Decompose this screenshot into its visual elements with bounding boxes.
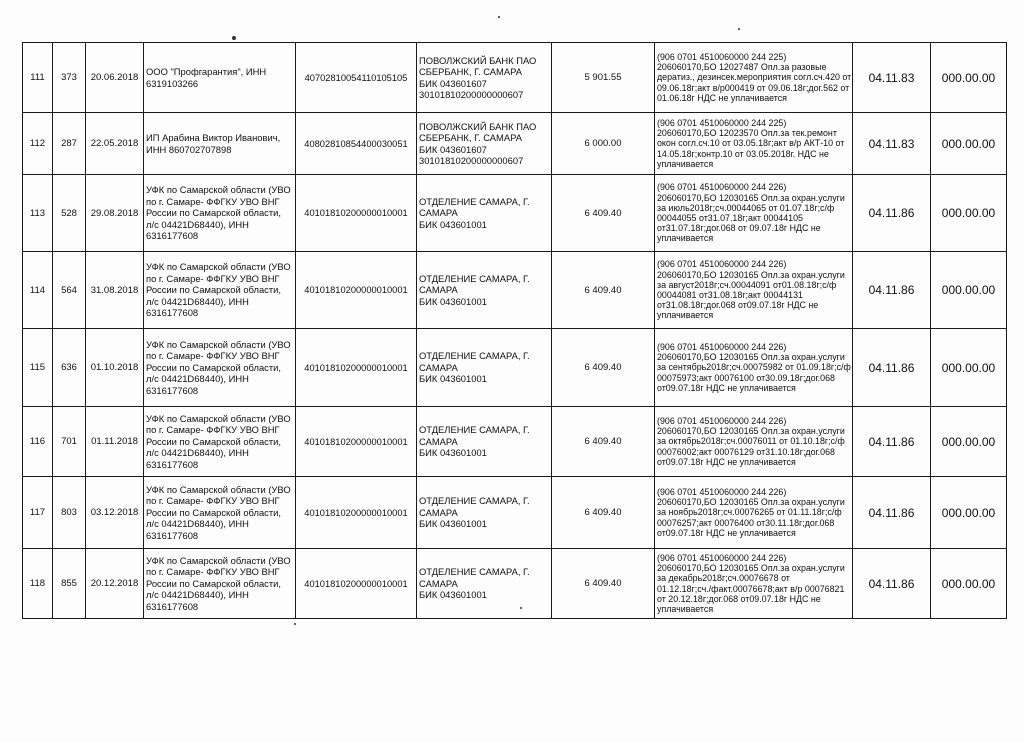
payee-name-cell [144, 477, 296, 549]
zero-amount-value-cell: 000.00.00 [931, 549, 1007, 619]
payee-name-line: л/с 04421D68440), ИНН [146, 295, 249, 307]
payee-name-cell [144, 43, 296, 113]
payee-name-line: 6316177608 [146, 600, 199, 612]
table-row [23, 549, 1007, 619]
payment-purpose-line: 206060170,БО 12030165 Опл.за охран.услуги [657, 192, 845, 203]
payee-name-cell [144, 549, 296, 619]
payment-date-cell: 01.11.2018 [86, 407, 144, 477]
payment-purpose-line: 01.06.18г НДС не уплачивается [657, 92, 787, 103]
payment-purpose-line: окон согл.сч.10 от 03.05.18г;акт в/р АКТ-10 от [657, 138, 845, 149]
payment-purpose-line: за ноябрь2018г;сч.00076265 от 01.11.18г;с/ф [657, 507, 842, 518]
payment-purpose-line: за декабрь2018г;сч.00076678 от [657, 573, 790, 584]
payee-bank-line: САМАРА [419, 284, 458, 296]
payee-account-cell: 40702810054110105105 [296, 43, 417, 113]
payment-purpose-line: 01.12.18г;сч./факт.00076678;акт в/р 00076821 [657, 583, 845, 594]
payment-purpose-line: от09.07.18г НДС не уплачивается [657, 527, 796, 538]
payment-date-cell: 20.12.2018 [86, 549, 144, 619]
payment-purpose-line: 00044081 от31.08.18г;акт 00044131 [657, 290, 803, 300]
payee-name-line: России по Самарской области, [146, 207, 281, 219]
payment-purpose-line: 206060170,БО 12027487 Опл.за разовые [657, 62, 827, 73]
payee-account-cell: 40101810200000010001 [296, 175, 417, 252]
payment-purpose-line: уплачивается [657, 233, 714, 244]
row-number-cell: 111 [23, 43, 53, 113]
payment-purpose-line: уплачивается [657, 310, 714, 321]
payee-name-line: ИНН 860702707898 [146, 143, 232, 155]
payee-bank-cell [417, 549, 552, 619]
payee-name-line: России по Самарской области, [146, 284, 281, 296]
payment-purpose-line: от09.07.18г НДС не уплачивается [657, 382, 796, 393]
payee-name-line: л/с 04421D68440), ИНН [146, 447, 249, 459]
payee-name-line: по г. Самаре- ФФГКУ УВО ВНГ [146, 424, 280, 436]
document-number-cell: 855 [53, 549, 86, 619]
payee-bank-line: САМАРА [419, 207, 458, 219]
payment-purpose-line: (906 0701 4510060000 244 226) [657, 415, 787, 426]
payment-purpose-line: от31.07.18г;дог.068 от 09.07.18г НДС не [657, 223, 821, 234]
payment-purpose-line: от31.08.18г;дог.068 от09.07.18г НДС не [657, 300, 819, 311]
payee-bank-cell [417, 407, 552, 477]
payee-name-line: ИП Арабина Виктор Иванович, [146, 132, 281, 144]
document-number-cell: 373 [53, 43, 86, 113]
payment-date-cell: 01.10.2018 [86, 329, 144, 407]
zero-amount-value-cell: 000.00.00 [931, 407, 1007, 477]
payee-bank-line: САМАРА [419, 361, 458, 373]
payee-bank-line: ОТДЕЛЕНИЕ САМАРА, Г. [419, 272, 530, 284]
payee-bank-line: БИК 043601001 [419, 518, 487, 530]
row-number-cell: 115 [23, 329, 53, 407]
payee-bank-cell [417, 329, 552, 407]
payee-name-line: России по Самарской области, [146, 577, 281, 589]
payee-name-line: 6319103266 [146, 77, 199, 89]
payee-name-line: России по Самарской области, [146, 506, 281, 518]
payment-purpose-line: 09.06.18г;акт в/р000419 от 09.06.18г;дог.562 от [657, 82, 850, 93]
payment-purpose-line: 00076002;акт 00076129 от31.10.18г;дог.068 [657, 446, 835, 457]
table-row [23, 252, 1007, 329]
zero-amount-value-cell: 000.00.00 [931, 329, 1007, 407]
payee-bank-line: ОТДЕЛЕНИЕ САМАРА, Г. [419, 195, 530, 207]
payee-name-line: УФК по Самарской области (УВО [146, 261, 291, 273]
payee-bank-cell [417, 113, 552, 175]
payment-date-cell: 03.12.2018 [86, 477, 144, 549]
payment-purpose-line: 206060170,БО 12023570 Опл.за тек.ремонт [657, 128, 837, 139]
payee-bank-cell [417, 477, 552, 549]
payee-name-line: 6316177608 [146, 458, 199, 470]
payment-purpose-cell [655, 175, 853, 252]
payee-name-line: УФК по Самарской области (УВО [146, 412, 291, 424]
payee-name-line: 6316177608 [146, 384, 199, 396]
payee-name-line: л/с 04421D68440), ИНН [146, 518, 249, 530]
payment-date-cell: 31.08.2018 [86, 252, 144, 329]
scan-speck [738, 28, 740, 30]
document-number-cell: 701 [53, 407, 86, 477]
table-row [23, 43, 1007, 113]
row-number-cell: 118 [23, 549, 53, 619]
payment-amount-cell: 5 901.55 [552, 43, 655, 113]
payment-purpose-line: 14.05.18г;контр.10 от 03.05.2018г. НДС не [657, 148, 829, 159]
row-number-cell: 112 [23, 113, 53, 175]
payment-purpose-line: от 20.12.18г;дог.068 от09.07.18г НДС не [657, 593, 821, 604]
payment-purpose-cell [655, 252, 853, 329]
payee-account-cell: 40101810200000010001 [296, 477, 417, 549]
payee-name-line: УФК по Самарской области (УВО [146, 338, 291, 350]
payment-purpose-line: (906 0701 4510060000 244 225) [657, 51, 787, 62]
payment-amount-cell: 6 409.40 [552, 329, 655, 407]
payee-bank-line: ПОВОЛЖСКИЙ БАНК ПАО [419, 120, 537, 132]
payee-bank-line: ПОВОЛЖСКИЙ БАНК ПАО [419, 54, 537, 66]
payment-purpose-line: 00044055 от31.07.18г;акт 00044105 [657, 213, 803, 223]
table-row [23, 329, 1007, 407]
payee-name-line: 6316177608 [146, 529, 199, 541]
payment-purpose-line: за октябрь2018г;сч.00076011 от 01.10.18г;с/ф [657, 436, 845, 447]
table-row [23, 477, 1007, 549]
payee-account-cell: 40101810200000010001 [296, 549, 417, 619]
payee-name-line: л/с 04421D68440), ИНН [146, 218, 249, 230]
payee-bank-cell [417, 43, 552, 113]
payee-name-line: ООО "Профгарантия", ИНН [146, 66, 267, 78]
payee-name-line: по г. Самаре- ФФГКУ УВО ВНГ [146, 272, 280, 284]
zero-amount-value-cell: 000.00.00 [931, 477, 1007, 549]
payment-date-cell: 22.05.2018 [86, 113, 144, 175]
payee-name-line: л/с 04421D68440), ИНН [146, 589, 249, 601]
payee-bank-line: БИК 043601001 [419, 447, 487, 459]
payment-purpose-cell [655, 329, 853, 407]
payee-bank-line: САМАРА [419, 577, 458, 589]
document-number-cell: 287 [53, 113, 86, 175]
payment-purpose-line: (906 0701 4510060000 244 226) [657, 486, 787, 497]
payment-purpose-line: дератиз., дезинсек.мероприятия согл.сч.420 от [657, 72, 852, 83]
payee-bank-line: САМАРА [419, 435, 458, 447]
payment-purpose-cell [655, 477, 853, 549]
document-number-cell: 528 [53, 175, 86, 252]
zero-amount-value-cell: 000.00.00 [931, 43, 1007, 113]
row-number-cell: 114 [23, 252, 53, 329]
payment-purpose-line: 206060170,БО 12030165 Опл.за охран.услуги [657, 426, 845, 437]
classification-code-cell: 04.11.83 [853, 113, 931, 175]
payment-purpose-line: (906 0701 4510060000 244 226) [657, 341, 787, 352]
payee-name-line: УФК по Самарской области (УВО [146, 184, 291, 196]
payee-bank-line: 30101810200000000607 [419, 154, 524, 166]
payee-bank-line: САМАРА [419, 506, 458, 518]
payee-account-cell: 40101810200000010001 [296, 407, 417, 477]
row-number-cell: 116 [23, 407, 53, 477]
payee-account-cell: 40101810200000010001 [296, 329, 417, 407]
payee-name-cell [144, 175, 296, 252]
payee-bank-line: ОТДЕЛЕНИЕ САМАРА, Г. [419, 350, 530, 362]
payee-account-cell: 40101810200000010001 [296, 252, 417, 329]
payments-register-table [22, 42, 1007, 619]
payee-name-line: УФК по Самарской области (УВО [146, 483, 291, 495]
payment-date-cell: 20.06.2018 [86, 43, 144, 113]
payee-name-cell [144, 407, 296, 477]
payee-bank-line: СБЕРБАНК, Г. САМАРА [419, 132, 522, 144]
payment-date-cell: 29.08.2018 [86, 175, 144, 252]
table-row [23, 407, 1007, 477]
payee-bank-line: БИК 043601001 [419, 373, 487, 385]
payment-purpose-line: за июль2018г;сч.00044065 от 01.07.18г;с/ф [657, 202, 835, 213]
payee-name-line: 6316177608 [146, 230, 199, 242]
scan-speck [520, 607, 522, 609]
payment-purpose-line: (906 0701 4510060000 244 226) [657, 552, 787, 563]
payment-purpose-line: 206060170,БО 12030165 Опл.за охран.услуги [657, 269, 845, 280]
classification-code-cell: 04.11.83 [853, 43, 931, 113]
payee-name-line: 6316177608 [146, 307, 199, 319]
payment-amount-cell: 6 409.40 [552, 407, 655, 477]
payment-amount-cell: 6 409.40 [552, 252, 655, 329]
payment-purpose-line: 206060170,БО 12030165 Опл.за охран.услуги [657, 352, 845, 363]
payment-purpose-line: (906 0701 4510060000 244 226) [657, 182, 787, 193]
payee-account-cell: 40802810854400030051 [296, 113, 417, 175]
payment-purpose-line: 206060170,БО 12030165 Опл.за охран.услуги [657, 563, 845, 574]
payment-purpose-line: 00075973;акт 00076100 от30.09.18г;дог.068 [657, 372, 835, 383]
payment-purpose-line: за сентябрь2018г;сч.00075982 от 01.09.18г;с/ф [657, 362, 851, 373]
payee-bank-line: ОТДЕЛЕНИЕ САМАРА, Г. [419, 495, 530, 507]
payee-name-line: по г. Самаре- ФФГКУ УВО ВНГ [146, 495, 280, 507]
payment-purpose-cell [655, 43, 853, 113]
payee-name-line: УФК по Самарской области (УВО [146, 554, 291, 566]
payment-amount-cell: 6 409.40 [552, 549, 655, 619]
payment-purpose-line: уплачивается [657, 158, 714, 169]
payment-purpose-line: (906 0701 4510060000 244 226) [657, 259, 787, 270]
row-number-cell: 113 [23, 175, 53, 252]
payee-name-line: л/с 04421D68440), ИНН [146, 373, 249, 385]
payee-bank-cell [417, 175, 552, 252]
payee-bank-line: БИК 043601001 [419, 295, 487, 307]
zero-amount-value-cell: 000.00.00 [931, 113, 1007, 175]
payment-purpose-line: за август2018г;сч.00044091 от01.08.18г;с/ф [657, 279, 837, 290]
payee-name-line: по г. Самаре- ФФГКУ УВО ВНГ [146, 195, 280, 207]
zero-amount-value-cell: 000.00.00 [931, 252, 1007, 329]
payment-purpose-cell [655, 113, 853, 175]
payee-bank-line: ОТДЕЛЕНИЕ САМАРА, Г. [419, 424, 530, 436]
payment-purpose-line: 206060170,БО 12030165 Опл.за охран.услуги [657, 497, 845, 508]
table-row [23, 175, 1007, 252]
zero-amount-value-cell: 000.00.00 [931, 175, 1007, 252]
payment-amount-cell: 6 000.00 [552, 113, 655, 175]
payment-purpose-line: 00076257;акт 00076400 от30.11.18г;дог.068 [657, 517, 835, 528]
row-number-cell: 117 [23, 477, 53, 549]
payee-name-cell [144, 329, 296, 407]
payee-name-cell [144, 113, 296, 175]
classification-code-cell: 04.11.86 [853, 477, 931, 549]
payment-amount-cell: 6 409.40 [552, 175, 655, 252]
classification-code-cell: 04.11.86 [853, 175, 931, 252]
document-number-cell: 636 [53, 329, 86, 407]
payee-name-line: по г. Самаре- ФФГКУ УВО ВНГ [146, 350, 280, 362]
payee-bank-cell [417, 252, 552, 329]
classification-code-cell: 04.11.86 [853, 329, 931, 407]
scan-speck [294, 623, 296, 625]
scan-speck [498, 16, 500, 18]
payee-bank-line: БИК 043601607 [419, 77, 487, 89]
document-number-cell: 803 [53, 477, 86, 549]
payment-amount-cell: 6 409.40 [552, 477, 655, 549]
classification-code-cell: 04.11.86 [853, 549, 931, 619]
payee-name-line: России по Самарской области, [146, 435, 281, 447]
payment-purpose-cell [655, 407, 853, 477]
payee-bank-line: БИК 043601001 [419, 589, 487, 601]
payment-purpose-line: от09.07.18г НДС не уплачивается [657, 456, 796, 467]
payee-name-line: по г. Самаре- ФФГКУ УВО ВНГ [146, 566, 280, 578]
payment-purpose-line: уплачивается [657, 603, 714, 614]
payee-bank-line: СБЕРБАНК, Г. САМАРА [419, 66, 522, 78]
payee-bank-line: ОТДЕЛЕНИЕ САМАРА, Г. [419, 566, 530, 578]
document-number-cell: 564 [53, 252, 86, 329]
payee-bank-line: 30101810200000000607 [419, 88, 524, 100]
table-row [23, 113, 1007, 175]
classification-code-cell: 04.11.86 [853, 407, 931, 477]
payee-name-cell [144, 252, 296, 329]
payment-purpose-cell [655, 549, 853, 619]
payee-name-line: России по Самарской области, [146, 361, 281, 373]
payee-bank-line: БИК 043601001 [419, 218, 487, 230]
classification-code-cell: 04.11.86 [853, 252, 931, 329]
scan-speck [232, 36, 236, 40]
payee-bank-line: БИК 043601607 [419, 143, 487, 155]
payment-purpose-line: (906 0701 4510060000 244 225) [657, 117, 787, 128]
